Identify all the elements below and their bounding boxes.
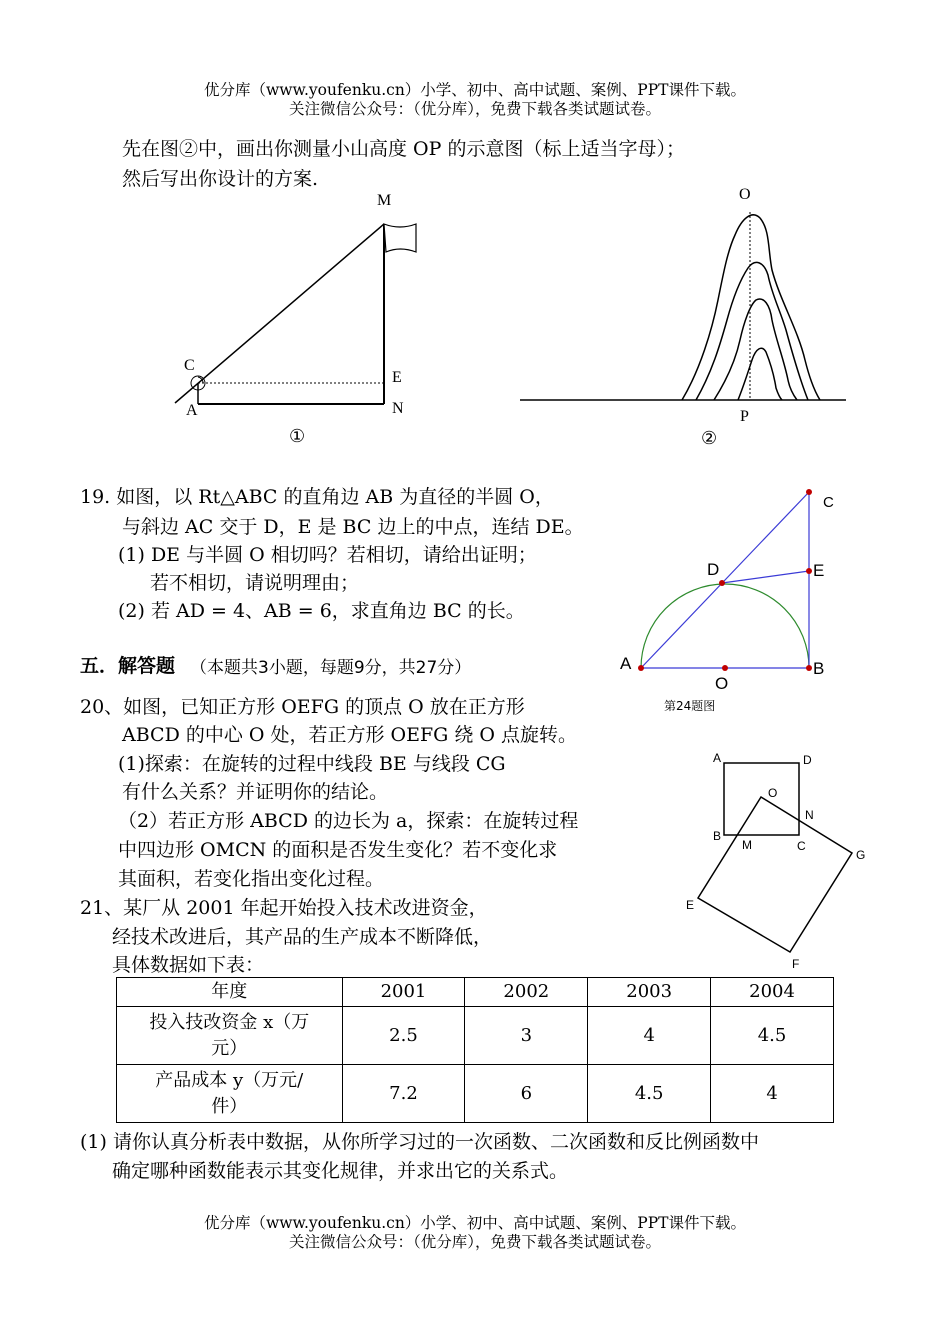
q20-fig-label-o: O	[768, 786, 778, 800]
header-line-1: 优分库（www.youfenku.cn）小学、初中、高中试题、案例、PPT课件下载。	[203, 81, 747, 99]
table-cell: 4.5	[711, 1007, 834, 1065]
q21-sub1-line-2: 确定哪种函数能表示其变化规律，并求出它的关系式。	[112, 1160, 569, 1182]
q19-line-2: 与斜边 AC 交于 D，E 是 BC 边上的中点，连结 DE。	[122, 516, 584, 538]
fig2-label-o: O	[739, 186, 751, 203]
q20-line-2: ABCD 的中心 O 处，若正方形 OEFG 绕 O 点旋转。	[122, 724, 578, 746]
table-cell: 4	[711, 1065, 834, 1123]
header-line-2: 关注微信公众号：（优分库），免费下载各类试题试卷。	[288, 100, 661, 118]
fig1-caption: ①	[289, 426, 306, 446]
q20-fig-label-d: D	[803, 753, 812, 767]
q20-line-6: 中四边形 OMCN 的面积是否发生变化？若不变化求	[118, 839, 558, 861]
q20-line-1: 20、如图，已知正方形 OEFG 的顶点 O 放在正方形	[80, 696, 525, 718]
q20-line-4: 有什么关系？并证明你的结论。	[122, 781, 389, 803]
q20-fig-label-c: C	[797, 839, 806, 853]
table-header-row	[117, 978, 834, 1007]
section5-note: （本题共3小题，每题9分，共27分）	[190, 658, 472, 678]
q19-fig-label-b: B	[813, 659, 825, 678]
q19-fig-label-e: E	[813, 561, 825, 580]
footer-line-2: 关注微信公众号：（优分库），免费下载各类试题试卷。	[288, 1233, 661, 1251]
table-row-label	[117, 1007, 343, 1065]
q20-fig-label-a: A	[713, 751, 722, 765]
q18-line-2: 然后写出你设计的方案.	[122, 168, 319, 190]
table-cell: 7.2	[342, 1065, 465, 1123]
fig1-label-n: N	[392, 400, 404, 417]
q20-fig-label-e: E	[686, 898, 695, 912]
row-label-line: 元）	[211, 1037, 248, 1059]
row-label-line: 件）	[211, 1095, 248, 1117]
q20-line-5: （2）若正方形 ABCD 的边长为 a，探索：在旋转过程	[118, 810, 579, 832]
fig1-label-m: M	[377, 192, 392, 209]
table-header-cell: 2001	[342, 978, 465, 1007]
q21-line-3: 具体数据如下表：	[112, 954, 265, 976]
fig2-label-p: P	[740, 408, 749, 425]
fig1-label-c: C	[184, 357, 195, 374]
table-row-label	[117, 1065, 343, 1123]
q20-fig-label-g: G	[856, 848, 866, 862]
fig2-caption: ②	[701, 428, 718, 448]
table-cell: 4.5	[588, 1065, 711, 1123]
q18-line-1: 先在图②中，画出你测量小山高度 OP 的示意图（标上适当字母）；	[122, 138, 685, 160]
row-label-line: 产品成本 y（万元/	[155, 1069, 304, 1091]
table-cell: 2.5	[342, 1007, 465, 1065]
table-header-cell: 2003	[588, 978, 711, 1007]
q20-line-3: (1)探索：在旋转的过程中线段 BE 与线段 CG	[118, 753, 506, 775]
q19-line-3: (1) DE 与半圆 O 相切吗？若相切，请给出证明；	[118, 544, 537, 566]
table-header-cell: 2004	[711, 978, 834, 1007]
q19-fig-caption: 第24题图	[664, 699, 716, 713]
table-header-cell: 2002	[465, 978, 588, 1007]
table-row	[117, 1007, 834, 1065]
table-header-cell: 年度	[117, 978, 343, 1007]
table-row	[117, 1065, 834, 1123]
footer-line-1: 优分库（www.youfenku.cn）小学、初中、高中试题、案例、PPT课件下载。	[203, 1214, 747, 1232]
q19-line-5: (2) 若 AD = 4、AB = 6，求直角边 BC 的长。	[118, 600, 525, 622]
q21-line-2: 经技术改进后，其产品的生产成本不断降低，	[112, 926, 493, 948]
q19-fig-label-o: O	[715, 674, 729, 693]
fig1-label-e: E	[392, 369, 402, 386]
q20-fig-label-m: M	[742, 838, 752, 852]
q21-sub1-line-1: (1) 请你认真分析表中数据，从你所学习过的一次函数、二次函数和反比例函数中	[80, 1131, 759, 1153]
row-label-line: 投入技改资金 x（万	[149, 1011, 310, 1033]
table-cell: 3	[465, 1007, 588, 1065]
q19-line-1: 19. 如图，以 Rt△ABC 的直角边 AB 为直径的半圆 O，	[80, 486, 554, 508]
section5-title: 五．解答题	[80, 655, 176, 677]
fig1-label-a: A	[186, 402, 198, 419]
q19-line-4: 若不相切，请说明理由；	[150, 572, 360, 594]
q19-fig-label-c: C	[823, 494, 834, 511]
table-cell: 4	[588, 1007, 711, 1065]
table-cell: 6	[465, 1065, 588, 1123]
q20-fig-label-b: B	[713, 829, 722, 843]
q20-line-7: 其面积，若变化指出变化过程。	[118, 868, 385, 890]
q19-fig-label-a: A	[620, 654, 632, 673]
q20-fig-label-f: F	[792, 957, 800, 971]
q21-data-table	[116, 977, 834, 1123]
q19-fig-label-d: D	[707, 560, 720, 579]
q20-fig-label-n: N	[805, 808, 814, 822]
q21-line-1: 21、某厂从 2001 年起开始投入技术改进资金，	[80, 897, 488, 919]
